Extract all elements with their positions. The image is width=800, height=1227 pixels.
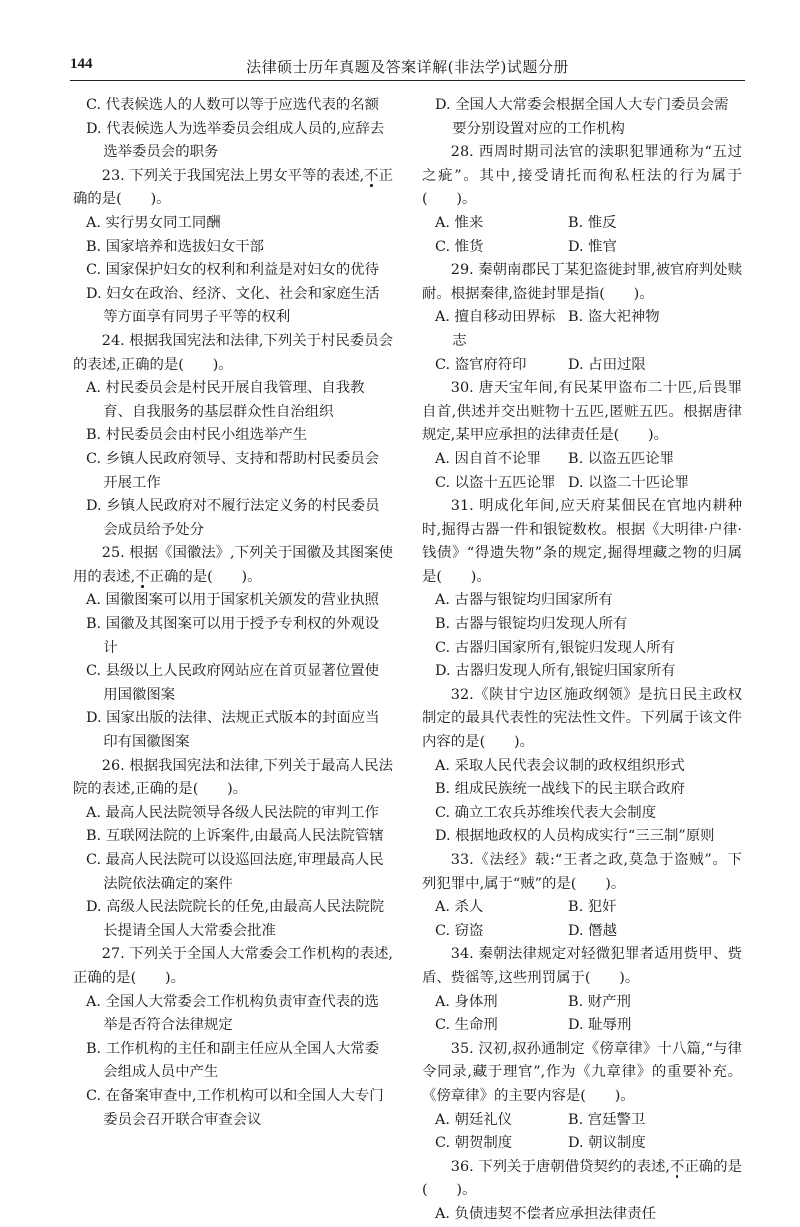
option-row [422, 1109, 742, 1133]
option-row [422, 236, 742, 260]
option-row [422, 920, 742, 944]
option: B. 财产刑 [568, 993, 631, 1010]
option: A. 擅自移动田界标志 [434, 309, 556, 349]
left-column [73, 94, 393, 1134]
option-row [422, 991, 742, 1015]
option: B. 工作机构的主任和副主任应从全国人大常委会组成人员中产生 [85, 1040, 380, 1081]
header-rule [70, 80, 745, 81]
emphasis-dot-text: 不 [364, 167, 379, 184]
option-row [422, 448, 742, 472]
question-33-stem: 33.《法经》载:“王者之政,莫急于盗贼”。下列犯罪中,属于“贼”的是( )。 [422, 852, 742, 892]
option: D. 占田过限 [568, 356, 646, 373]
option: C. 古器归国家所有,银锭归发现人所有 [434, 639, 676, 656]
option: A. 全国人大常委会工作机构负责审查代表的选举是否符合法律规定 [85, 993, 379, 1034]
question-24-stem: 24. 根据我国宪法和法律,下列关于村民委员会的表述,正确的是( )。 [73, 332, 393, 373]
option: C. 生命刑 [434, 1017, 498, 1034]
question-26-stem: 26. 根据我国宪法和法律,下列关于最高人民法院的表述,正确的是( )。 [73, 757, 393, 798]
option: B. 互联网法院的上诉案件,由最高人民法院管辖 [85, 828, 384, 845]
option: D. 古器归发现人所有,银锭归国家所有 [434, 663, 676, 680]
option: B. 国徽及其图案可以用于授予专利权的外观设计 [85, 616, 380, 656]
option: D. 惟官 [568, 238, 617, 255]
page-header [70, 56, 745, 80]
option: A. 负债违契不偿者应承担法律责任 [434, 1205, 656, 1222]
question-30-stem: 30. 唐天宝年间,有民某甲盗布二十匹,后畏罪自首,供述并交出赃物十五匹,匿赃五匹。根据唐律规定,某甲应承担的法律责任是( )。 [422, 380, 742, 444]
option: D. 全国人大常委会根据全国人大专门委员会需要分别设置对应的工作机构 [434, 97, 729, 137]
running-title: 法律硕士历年真题及答案详解(非法学)试题分册 [246, 58, 569, 76]
question-31-stem: 31. 明成化年间,应天府某佃民在官地内耕种时,掘得古器一件和银锭数枚。根据《大明律·户律·钱债》“得遗失物”条的规定,掘得埋藏之物的归属是( )。 [422, 498, 742, 585]
option: C. 确立工农兵苏维埃代表大会制度 [434, 804, 657, 821]
option: C. 乡镇人民政府领导、支持和帮助村民委员会开展工作 [85, 450, 380, 491]
question-28-stem: 28. 西周时期司法官的渎职犯罪通称为“五过之疵”。其中,接受请托而徇私枉法的行为属于( )。 [422, 144, 742, 208]
question-35-stem: 35. 汉初,叔孙通制定《傍章律》十八篇,“与律令同录,藏于理官”,作为《九章律》的重要补充。《傍章律》的主要内容是( )。 [422, 1040, 742, 1104]
option: B. 古器与银锭均归发现人所有 [434, 616, 628, 633]
option: B. 村民委员会由村民小组选举产生 [85, 427, 308, 444]
question-32-stem: 32.《陕甘宁边区施政纲领》是抗日民主政权制定的最具代表性的宪法性文件。下列属于该文件内容的是( )。 [422, 686, 742, 751]
option: B. 国家培养和选拔妇女干部 [85, 238, 264, 255]
page-number: 144 [70, 56, 93, 72]
option: C. 在备案审查中,工作机构可以和全国人大专门委员会召开联合审查会议 [85, 1087, 384, 1128]
right-column [422, 94, 742, 1222]
option-row [422, 354, 742, 378]
option: A. 杀人 [434, 899, 484, 916]
option: C. 县级以上人民政府网站应在首页显著位置使用国徽图案 [85, 663, 380, 703]
option: C. 国家保护妇女的权利和利益是对妇女的优待 [85, 262, 380, 279]
option-row [422, 472, 742, 496]
emphasis-dot-text: 不 [669, 1158, 685, 1175]
option: A. 古器与银锭均归国家所有 [434, 592, 613, 609]
option: C. 盗官府符印 [434, 356, 527, 373]
option: A. 采取人民代表会议制的政权组织形式 [434, 757, 685, 774]
question-23-stem: 23. 下列关于我国宪法上男女平等的表述,不正确的是( )。 [73, 167, 393, 208]
option: D. 僭越 [568, 922, 617, 939]
option: A. 身体刑 [434, 993, 498, 1010]
option: B. 宫廷警卫 [568, 1111, 646, 1128]
option: D. 根据地政权的人员构成实行“三三制”原则 [434, 828, 715, 845]
option: D. 以盗二十匹论罪 [568, 474, 689, 491]
option-row [422, 1014, 742, 1038]
option: D. 国家出版的法律、法规正式版本的封面应当印有国徽图案 [85, 710, 380, 751]
option: B. 以盗五匹论罪 [568, 450, 675, 467]
option: D. 耻辱刑 [568, 1017, 632, 1034]
question-27-stem: 27. 下列关于全国人大常委会工作机构的表述,正确的是( )。 [73, 946, 393, 986]
option-row [422, 1132, 742, 1156]
option: C. 以盗十五匹论罪 [434, 474, 556, 491]
option: C. 最高人民法院可以设巡回法庭,审理最高人民法院依法确定的案件 [85, 852, 384, 892]
option: C. 窃盗 [434, 922, 484, 939]
question-25-stem: 25. 根据《国徽法》,下列关于国徽及其图案使用的表述,不正确的是( )。 [73, 545, 393, 585]
option: B. 组成民族统一战线下的民主联合政府 [434, 781, 685, 798]
option: D. 代表候选人为选举委员会组成人员的,应辞去选举委员会的职务 [85, 120, 385, 161]
emphasis-dot-text: 不 [135, 568, 150, 585]
question-34-stem: 34. 秦朝法律规定对轻微犯罪者适用赀甲、赀盾、赀徭等,这些刑罚属于( )。 [422, 946, 742, 986]
option-row [422, 212, 742, 236]
option: D. 朝议制度 [568, 1135, 646, 1152]
option: B. 犯奸 [568, 899, 617, 916]
option: D. 高级人民法院院长的任免,由最高人民法院院长提请全国人大常委会批准 [85, 899, 385, 939]
question-29-stem: 29. 秦朝南郡民丁某犯盗徙封罪,被官府判处赎耐。根据秦律,盗徙封罪是指( )。 [422, 262, 742, 302]
option-row [422, 896, 742, 920]
option: C. 惟货 [434, 238, 484, 255]
option: C. 代表候选人的人数可以等于应选代表的名额 [85, 97, 380, 113]
option: B. 惟反 [568, 214, 617, 231]
option: D. 乡镇人民政府对不履行法定义务的村民委员会成员给予处分 [85, 498, 380, 538]
option: B. 盗大祀神物 [568, 309, 660, 326]
option: A. 实行男女同工同酬 [85, 214, 221, 231]
option: A. 朝廷礼仪 [434, 1111, 513, 1128]
option: A. 惟来 [434, 214, 484, 231]
option: A. 国徽图案可以用于国家机关颁发的营业执照 [85, 592, 379, 609]
option: D. 妇女在政治、经济、文化、社会和家庭生活等方面享有同男子平等的权利 [85, 285, 380, 326]
question-36-stem: 36. 下列关于唐朝借贷契约的表述,不正确的是( )。 [422, 1158, 742, 1199]
option: A. 村民委员会是村民开展自我管理、自我教育、自我服务的基层群众性自治组织 [85, 380, 365, 420]
option: A. 最高人民法院领导各级人民法院的审判工作 [85, 804, 379, 821]
option: A. 因自首不论罪 [434, 450, 541, 467]
option: C. 朝贺制度 [434, 1135, 513, 1152]
option-row [422, 306, 742, 353]
